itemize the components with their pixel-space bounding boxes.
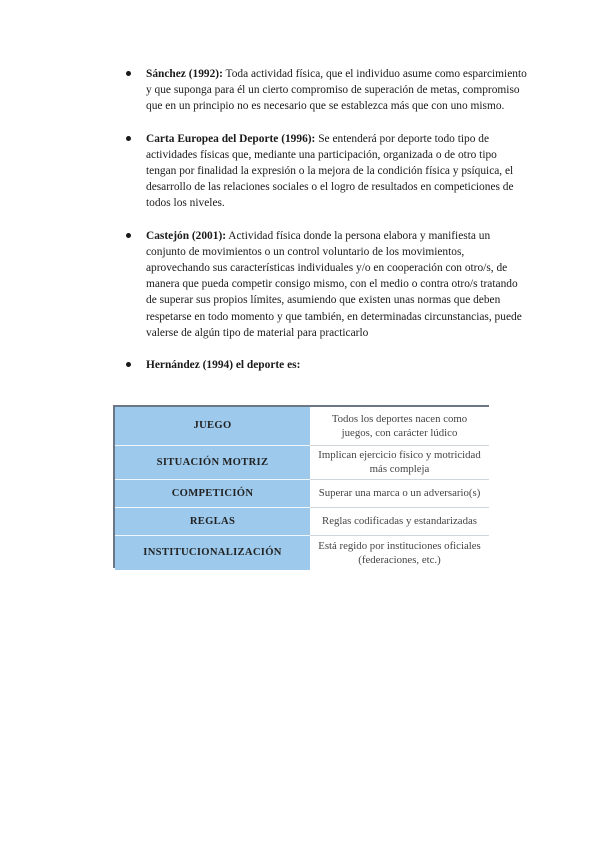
definition-author: Hernández (1994) el deporte es:: [146, 359, 301, 372]
description-cell: Implican ejercicio físico y motricidad más compleja: [310, 445, 489, 479]
description-cell: Todos los deportes nacen como juegos, con carácter lúdico: [310, 407, 489, 445]
term-cell: COMPETICIÓN: [115, 479, 310, 507]
characteristics-table: [115, 407, 489, 570]
table-row: [115, 507, 489, 535]
bullet-dot-icon: [126, 233, 131, 238]
description-cell: Superar una marca o un adversario(s): [310, 479, 489, 507]
table-row: [115, 535, 489, 570]
definition-text: Se entenderá por deporte todo tipo de actividades físicas que, mediante una participación, organizada o de otro tipo tengan por finalidad la expresión o la mejora de la condición física y psíquica, el desarrollo de las relaciones sociales o el logro de resultados en competiciones de todos los niveles.: [146, 132, 514, 210]
definition-author: Carta Europea del Deporte (1996):: [146, 132, 316, 145]
definition-castejon: [120, 228, 530, 341]
bullet-dot-icon: [126, 136, 131, 141]
definition-author: Castejón (2001):: [146, 229, 227, 242]
description-cell: Está regido por instituciones oficiales (federaciones, etc.): [310, 535, 489, 570]
bullet-dot-icon: [126, 362, 131, 367]
sport-characteristics-table: [113, 405, 489, 568]
table-row: [115, 445, 489, 479]
table-row: [115, 479, 489, 507]
bullet-dot-icon: [126, 71, 131, 76]
table-row: [115, 407, 489, 445]
definition-text: Toda actividad física, que el individuo asume como esparcimiento y que suponga para él un cierto compromiso de superación de metas, compromiso que en un principio no es necesario que se establezca más que con uno mismo.: [146, 68, 527, 113]
definition-hernandez: [120, 357, 530, 373]
term-cell: JUEGO: [115, 407, 310, 445]
definition-author: Sánchez (1992):: [146, 68, 223, 80]
definition-text: Actividad física donde la persona elabora y manifiesta un conjunto de movimientos o un control voluntario de los movimientos, aprovechando sus características individuales y/o en cooperación con otro/s, de manera que pueda competir consigo mismo, con el medio o contra otro/s tratando de superar sus propios límites, asumiendo que existen unas normas que deben respetarse en todo momento y que también, en determinadas circunstancias, puede valerse de algún tipo de material para practicarlo: [146, 229, 522, 339]
description-cell: Reglas codificadas y estandarizadas: [310, 507, 489, 535]
definition-carta-europea: [120, 131, 530, 212]
term-cell: INSTITUCIONALIZACIÓN: [115, 535, 310, 570]
definitions-list: [120, 66, 530, 389]
term-cell: SITUACIÓN MOTRIZ: [115, 445, 310, 479]
term-cell: REGLAS: [115, 507, 310, 535]
definition-sanchez: [120, 66, 530, 115]
